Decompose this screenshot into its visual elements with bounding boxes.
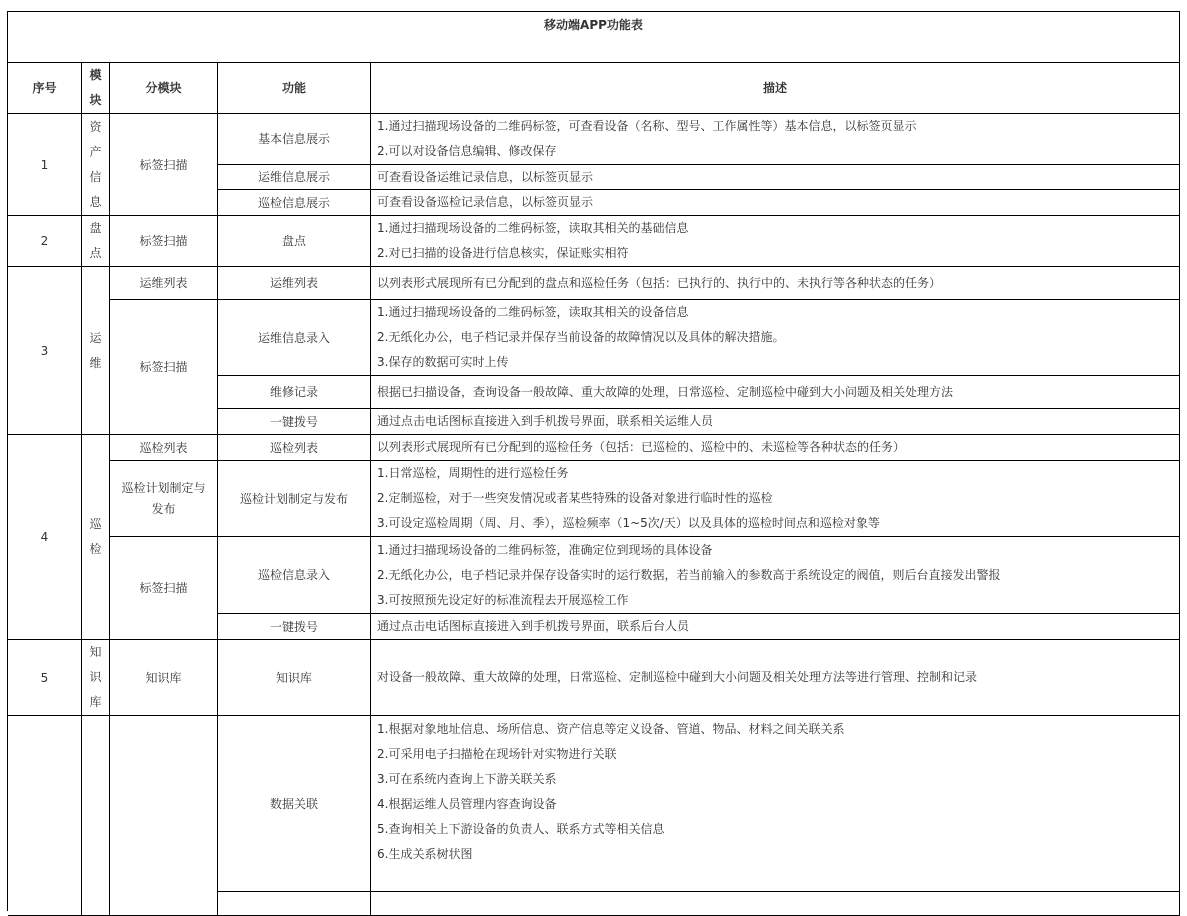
header-submodule: 分模块	[110, 63, 218, 114]
submodule-cell: 巡检计划制定与发布	[110, 461, 218, 537]
description-cell: 1.通过扫描现场设备的二维码标签，读取其相关的基础信息 2.对已扫描的设备进行信息核实，保证账实相符	[371, 216, 1180, 267]
row-number: 3	[8, 267, 82, 435]
table-title: 移动端APP功能表	[8, 12, 1180, 63]
description-cell: 1.通过扫描现场设备的二维码标签，可查看设备（名称、型号、工作属性等）基本信息，以标签页显示 2.可以对设备信息编辑、修改保存	[371, 114, 1180, 165]
submodule-cell: 知识库	[110, 640, 218, 716]
header-no: 序号	[8, 63, 82, 114]
function-cell: 一键拨号	[218, 614, 371, 640]
description-cell: 1.根据对象地址信息、场所信息、资产信息等定义设备、管道、物品、材料之间关联关系 2.可采用电子扫描枪在现场针对实物进行关联 3.可在系统内查询上下游关联关系 4.根据运维人员管理内容查询设备 5.查询相关上下游设备的负责人、联系方式等相关信息 6.生成关系树状图	[371, 716, 1180, 892]
submodule-cell: 标签扫描	[110, 216, 218, 267]
submodule-cell: 运维列表	[110, 267, 218, 300]
description-cell: 1.日常巡检，周期性的进行巡检任务 2.定制巡检，对于一些突发情况或者某些特殊的设备对象进行临时性的巡检 3.可设定巡检周期（周、月、季），巡检频率（1~5次/天）以及具体的巡检时间点和巡检对象等	[371, 461, 1180, 537]
row-number: 2	[8, 216, 82, 267]
description-cell: 可查看设备巡检记录信息，以标签页显示	[371, 190, 1180, 216]
submodule-cell	[110, 716, 218, 916]
description-cell: 以列表形式展现所有已分配到的巡检任务（包括：已巡检的、巡检中的、未巡检等各种状态的任务）	[371, 435, 1180, 461]
function-cell: 一键拨号	[218, 409, 371, 435]
function-cell: 运维信息录入	[218, 300, 371, 376]
submodule-cell: 标签扫描	[110, 537, 218, 640]
row-number	[8, 716, 82, 916]
row-number: 1	[8, 114, 82, 216]
module-cell: 巡检	[82, 435, 110, 640]
function-cell: 运维列表	[218, 267, 371, 300]
module-cell	[82, 716, 110, 916]
function-cell: 运维信息展示	[218, 165, 371, 190]
submodule-cell: 巡检列表	[110, 435, 218, 461]
description-cell: 通过点击电话图标直接进入到手机拨号界面，联系后台人员	[371, 614, 1180, 640]
function-cell: 维修记录	[218, 376, 371, 409]
header-function: 功能	[218, 63, 371, 114]
module-cell: 运维	[82, 267, 110, 435]
row-number: 4	[8, 435, 82, 640]
function-cell: 基本信息展示	[218, 114, 371, 165]
description-cell: 对设备一般故障、重大故障的处理，日常巡检、定制巡检中碰到大小问题及相关处理方法等进行管理、控制和记录	[371, 640, 1180, 716]
description-cell: 以列表形式展现所有已分配到的盘点和巡检任务（包括：已执行的、执行中的、未执行等各种状态的任务）	[371, 267, 1180, 300]
function-cell: 巡检列表	[218, 435, 371, 461]
module-cell: 知识库	[82, 640, 110, 716]
description-cell: 根据已扫描设备，查询设备一般故障、重大故障的处理，日常巡检、定制巡检中碰到大小问题及相关处理方法	[371, 376, 1180, 409]
function-cell: 盘点	[218, 216, 371, 267]
submodule-cell: 标签扫描	[110, 114, 218, 216]
description-cell: 1.通过扫描现场设备的二维码标签，读取其相关的设备信息 2.无纸化办公，电子档记录并保存当前设备的故障情况以及具体的解决措施。 3.保存的数据可实时上传	[371, 300, 1180, 376]
function-cell: 巡检信息录入	[218, 537, 371, 614]
header-module: 模块	[82, 63, 110, 114]
function-cell: 巡检计划制定与发布	[218, 461, 371, 537]
description-cell: 1.通过扫描现场设备的二维码标签，准确定位到现场的具体设备 2.无纸化办公，电子档记录并保存设备实时的运行数据，若当前输入的参数高于系统设定的阀值，则后台直接发出警报 3.可按照预先设定好的标准流程去开展巡检工作	[371, 537, 1180, 614]
description-cell: 可查看设备运维记录信息，以标签页显示	[371, 165, 1180, 190]
module-cell: 资产信息	[82, 114, 110, 216]
function-cell: 知识库	[218, 640, 371, 716]
row-number: 5	[8, 640, 82, 716]
function-cell: 巡检信息展示	[218, 190, 371, 216]
submodule-cell: 标签扫描	[110, 300, 218, 435]
description-cell: 通过点击电话图标直接进入到手机拨号界面，联系相关运维人员	[371, 409, 1180, 435]
function-cell: 数据关联	[218, 716, 371, 892]
header-description: 描述	[371, 63, 1180, 114]
module-cell: 盘点	[82, 216, 110, 267]
